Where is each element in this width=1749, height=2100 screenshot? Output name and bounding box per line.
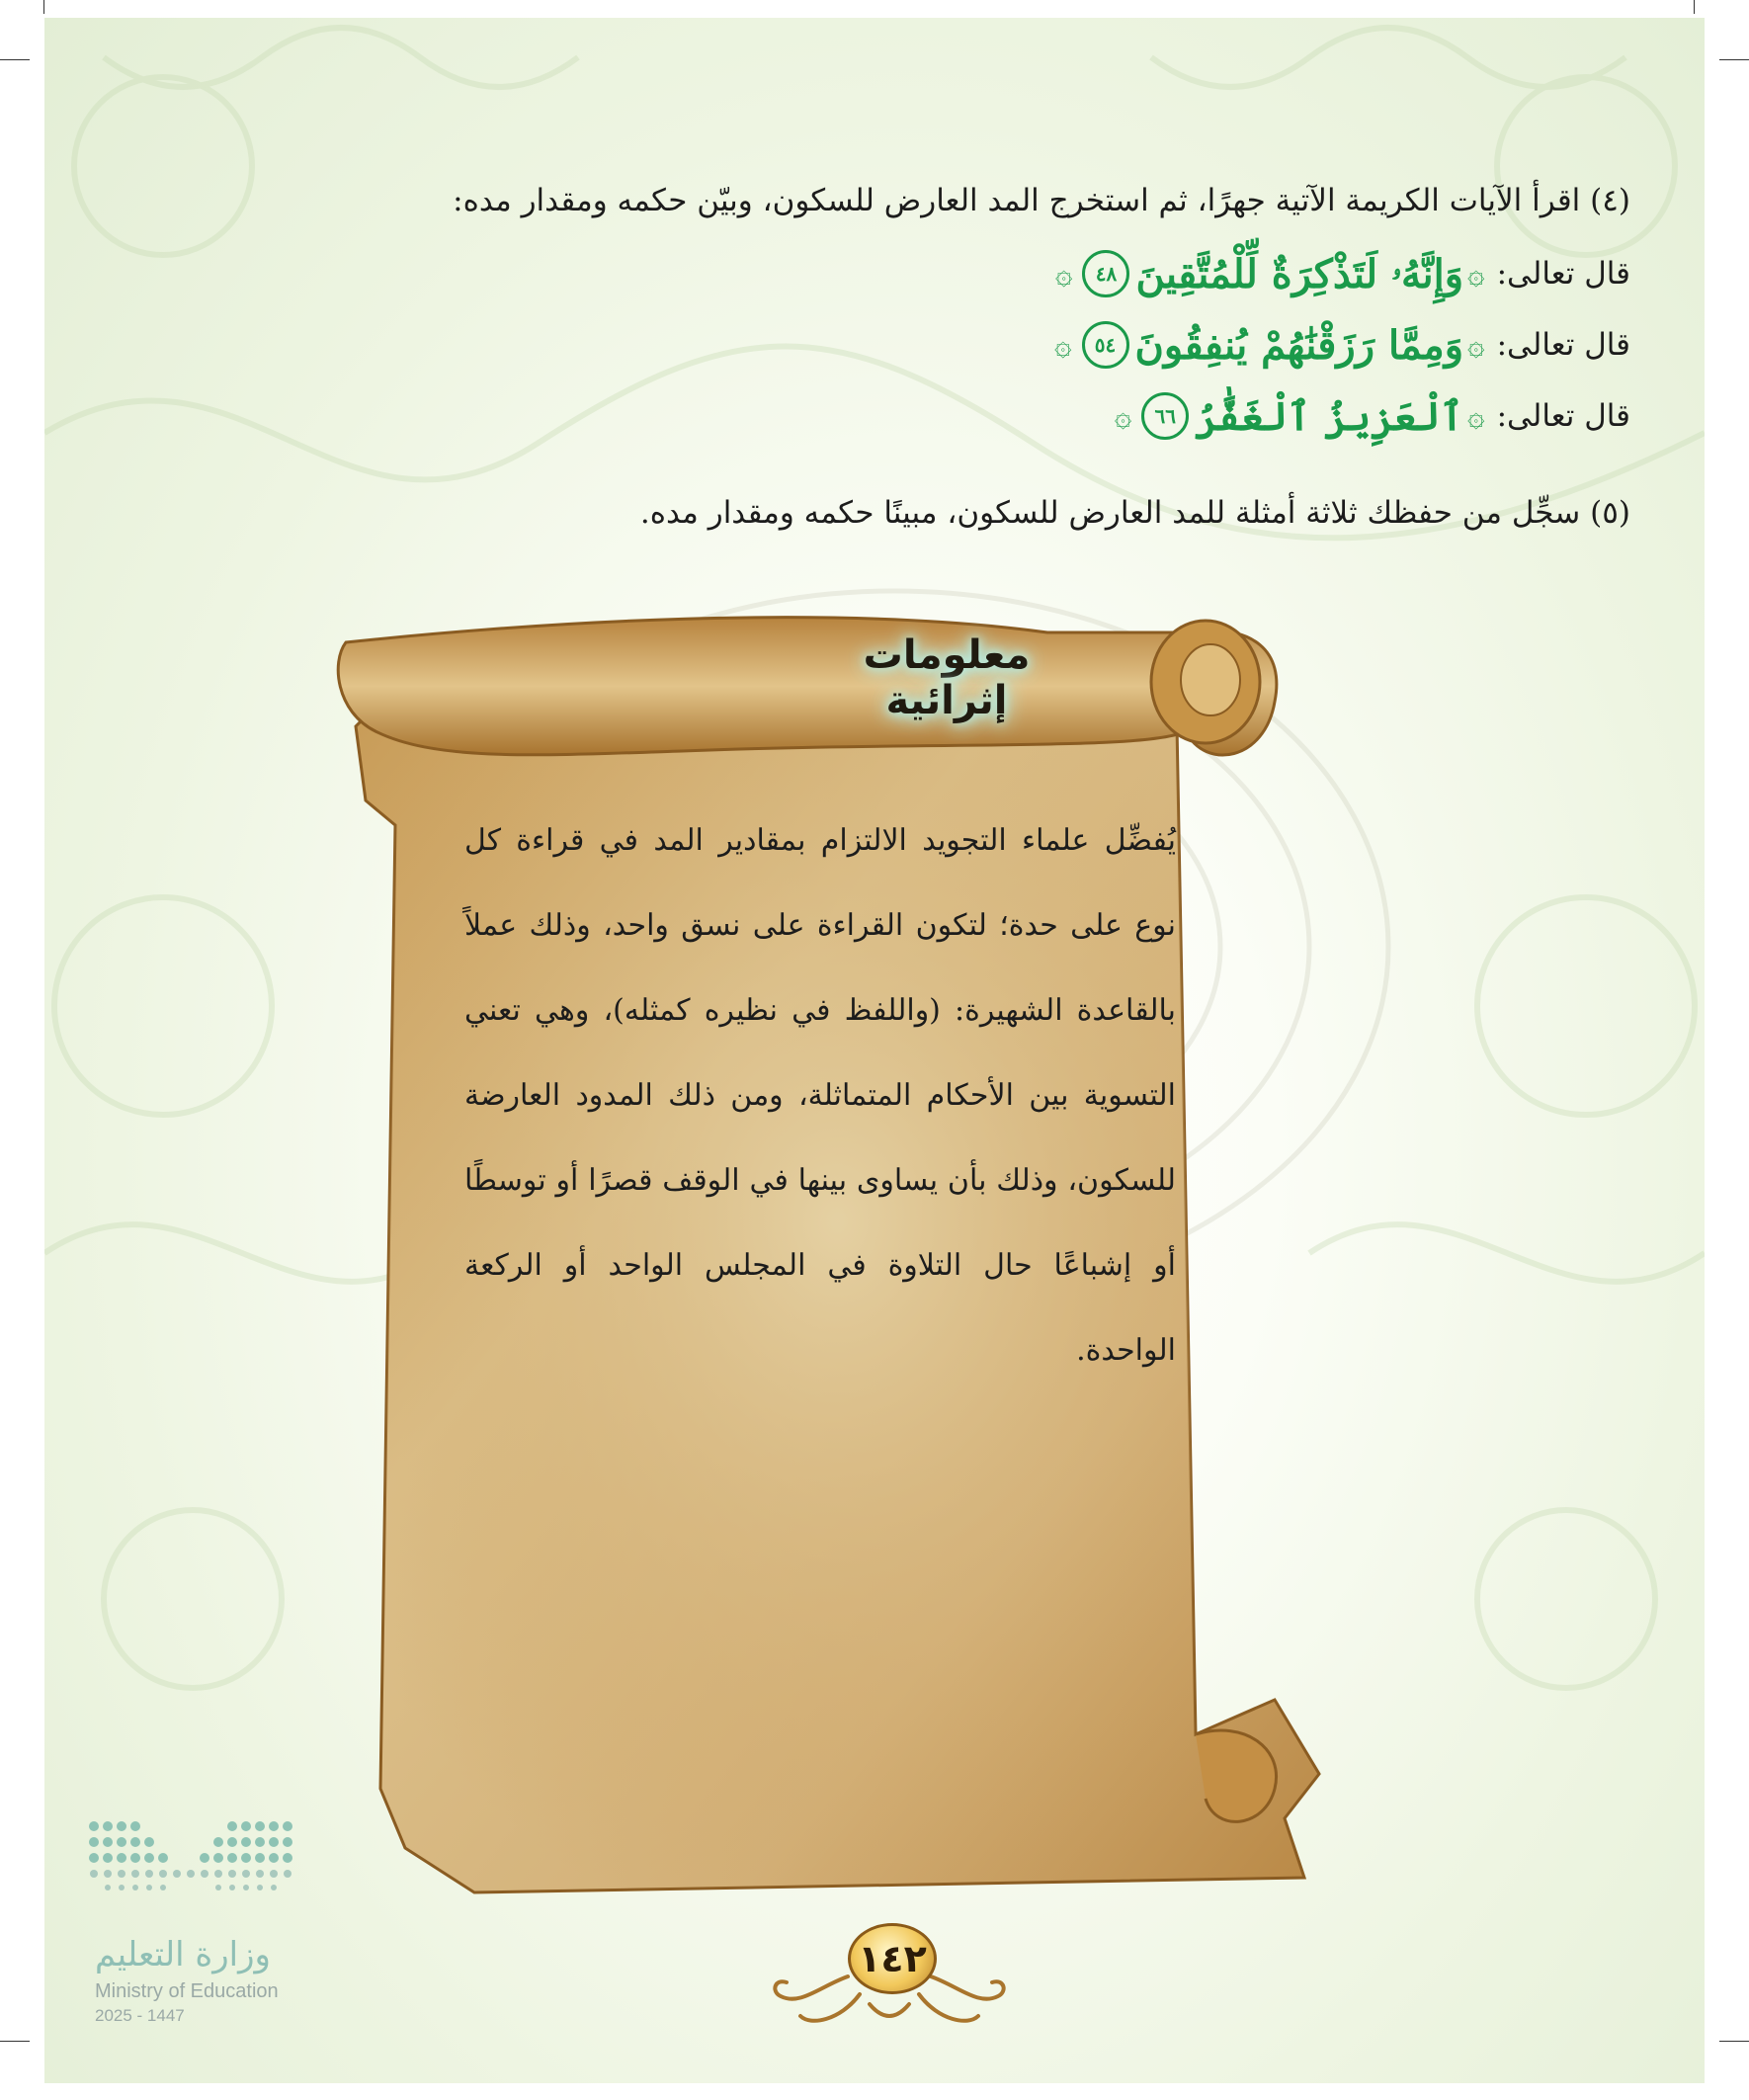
crop-mark <box>0 2041 30 2042</box>
crop-mark <box>1694 0 1695 14</box>
ministry-logo <box>84 1816 311 1925</box>
enrichment-body: يُفضِّل علماء التجويد الالتزام بمقادير المد في قراءة كل نوع على حدة؛ لتكون القراءة على نسق واحد، وذلك عملاً بالقاعدة الشهيرة: (واللفظ في نظيره كمثله)، وهي تعني التسوية بين الأحكام المتماثلة، ومن ذلك المدود العارضة للسكون، وذلك بأن يساوى بينها في الوقف قصرًا أو توسطًا أو إشباعًا حال التلاوة في المجلس الواحد أو الركعة الواحدة. <box>464 823 1176 1368</box>
ayah-number-marker: ٥٤ <box>1082 321 1129 369</box>
rosette-icon: ۞ <box>1467 398 1485 434</box>
verse-label: قال تعالى: <box>1496 256 1630 292</box>
crop-mark <box>43 0 44 14</box>
rosette-icon: ۞ <box>1467 327 1485 363</box>
page-number: ١٤٢ <box>848 1923 937 1994</box>
rosette-icon: ۞ <box>1054 256 1073 292</box>
verse-text: وَإِنَّهُۥ لَتَذْكِرَةٌ لِّلْمُتَّقِينَ <box>1135 250 1464 297</box>
rosette-icon: ۞ <box>1053 327 1072 363</box>
verse-text: وَمِمَّا رَزَقْنَٰهُمْ يُنفِقُونَ <box>1134 321 1464 369</box>
verse-row <box>1050 321 1630 369</box>
ayah-number-marker: ٦٦ <box>1141 392 1189 440</box>
rosette-icon: ۞ <box>1114 398 1132 434</box>
verse-row <box>1111 392 1630 440</box>
enrichment-title: معلومات إثرائية <box>863 632 1031 723</box>
exercise-5-instruction: (٥) سجِّل من حفظك ثلاثة أمثلة للمد العارض للسكون، مبينًا حكمه ومقدار مده. <box>639 495 1630 531</box>
ministry-name-english: Ministry of Education <box>95 1980 279 2002</box>
verse-label: قال تعالى: <box>1496 398 1630 434</box>
page-number-ornament <box>761 1917 1018 2036</box>
verse-row <box>1051 250 1630 297</box>
crop-mark <box>1719 2041 1749 2042</box>
verse-text: ٱلْعَزِيزُ ٱلْغَفَّٰرُ <box>1195 392 1464 440</box>
edition-year: 2025 - 1447 <box>95 2006 185 2025</box>
crop-mark <box>1719 59 1749 60</box>
ayah-number-marker: ٤٨ <box>1082 250 1129 297</box>
crop-mark <box>0 59 30 60</box>
ministry-name-arabic: وزارة التعليم <box>95 1935 271 1974</box>
rosette-icon: ۞ <box>1467 256 1485 292</box>
verse-label: قال تعالى: <box>1496 327 1630 363</box>
exercise-4-instruction: (٤) اقرأ الآيات الكريمة الآتية جهرًا، ثم استخرج المد العارض للسكون، وبيّن حكمه ومقدار مده: <box>453 183 1630 218</box>
